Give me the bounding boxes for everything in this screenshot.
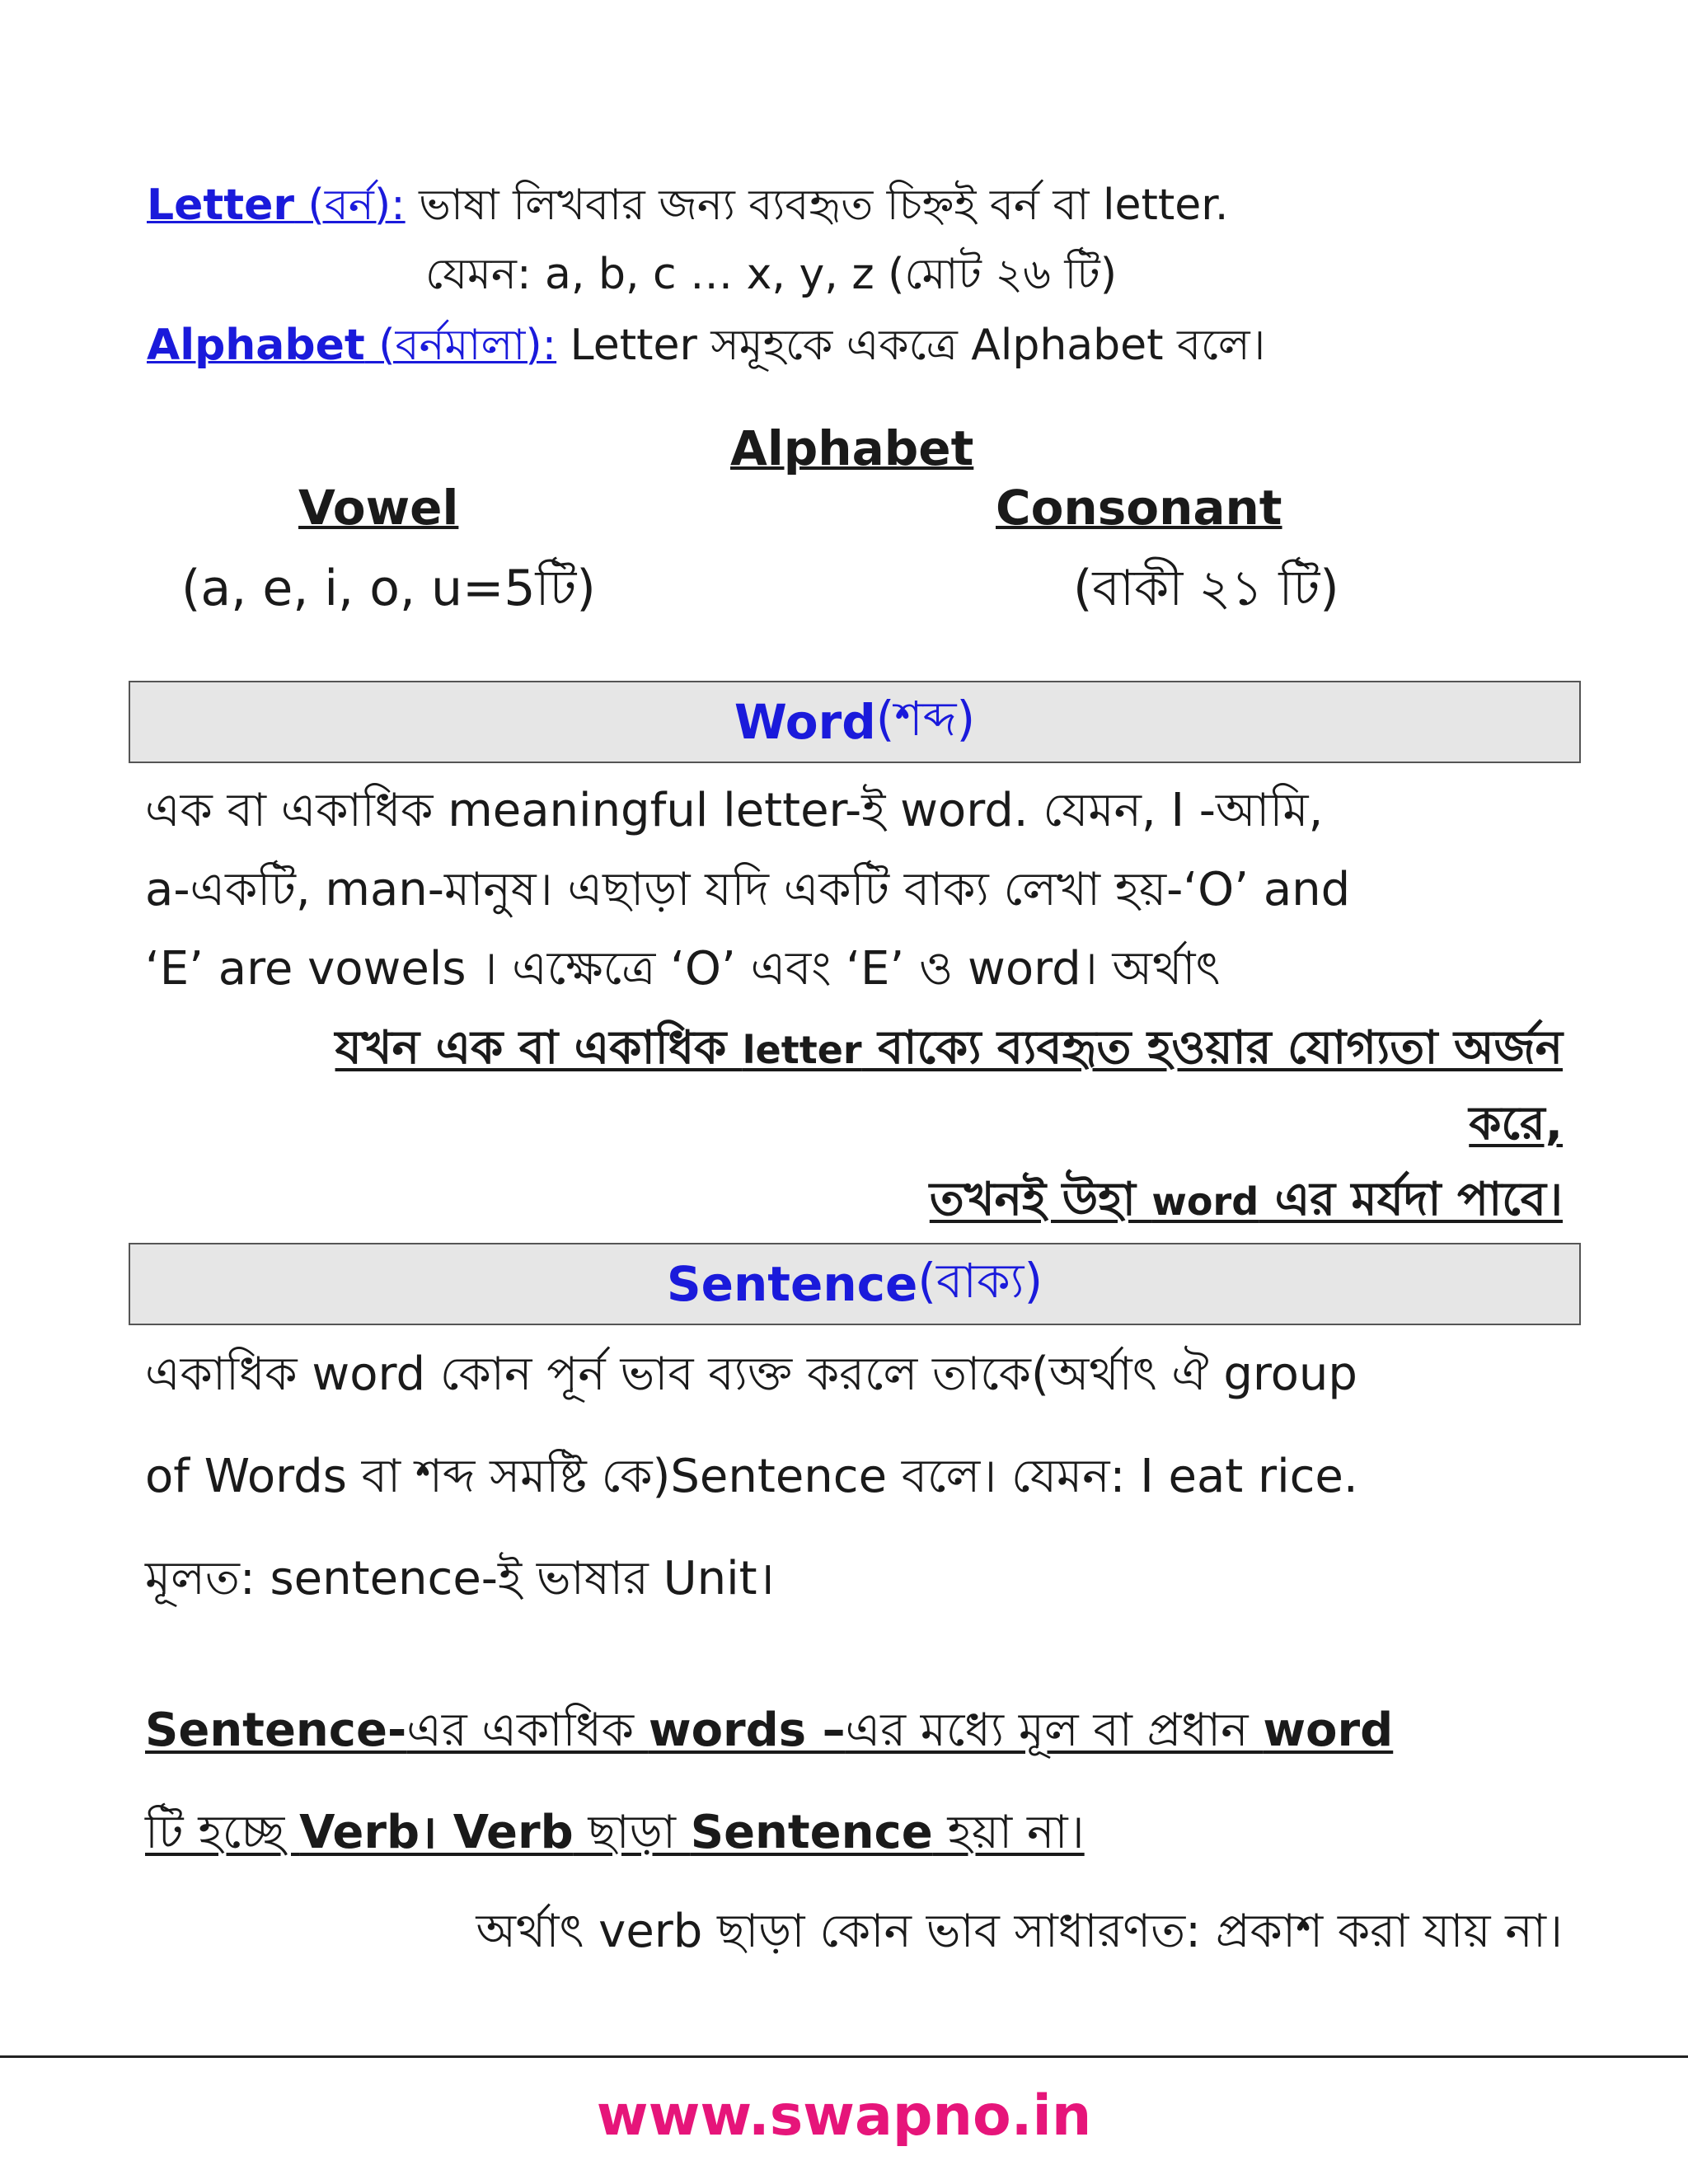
word-note-1b: letter xyxy=(742,1028,862,1072)
footer-url[interactable]: www.swapno.in xyxy=(596,2083,1092,2149)
word-note-line-2: করে, xyxy=(1469,1097,1563,1151)
sentence-final-line: অর্থাৎ verb ছাড়া কোন ভাব সাধারণত: প্রকাশ করা যায় না। xyxy=(476,1905,1563,1958)
key2-a: টি হচ্ছে xyxy=(145,1806,300,1859)
key2-c: ছাড়া xyxy=(573,1806,691,1859)
key1-e: word xyxy=(1263,1704,1394,1757)
vowel-heading: Vowel xyxy=(298,480,459,536)
word-note-3a: তখনই উহা xyxy=(929,1173,1152,1226)
letter-example: যেমন: a, b, c … x, y, z (মোট ২৬ টি) xyxy=(425,250,1117,299)
key1-c: words – xyxy=(648,1704,846,1757)
consonant-heading: Consonant xyxy=(996,480,1282,536)
word-note-3c: এর মর্যদা পাবে। xyxy=(1259,1173,1563,1226)
sentence-key-line-2 xyxy=(145,1805,1085,1860)
word-note-3b: word xyxy=(1151,1179,1259,1224)
sentence-section-header xyxy=(129,1243,1581,1325)
word-note-line-3 xyxy=(930,1172,1563,1227)
sentence-paragraph-line-2: of Words বা শব্দ সমষ্টি কে)Sentence বলে। যেমন: I eat rice. xyxy=(145,1450,1358,1503)
alphabet-heading: Alphabet xyxy=(730,420,974,476)
sentence-paragraph-line-1: একাধিক word কোন পূর্ন ভাব ব্যক্ত করলে তাকে(অর্থাৎ ঐ group xyxy=(145,1347,1357,1401)
word-paragraph-line-3: ‘E’ are vowels । এক্ষেত্রে ‘O’ এবং ‘E’ ও word। অর্থাৎ xyxy=(145,942,1221,996)
letter-definition-text: ভাষা লিখবার জন্য ব্যবহৃত চিহ্নই বর্ন বা letter. xyxy=(405,180,1229,230)
word-note-1a: যখন এক বা একাধিক xyxy=(335,1021,743,1075)
alphabet-term: Alphabet xyxy=(147,321,365,370)
sentence-header-en: Sentence xyxy=(666,1256,918,1312)
word-note-1c: বাক্যে ব্যবহৃত হওয়ার যোগ্যতা অর্জন xyxy=(861,1021,1563,1075)
sentence-header-bn: (বাক্য) xyxy=(917,1252,1043,1309)
letter-term-bn: (বর্ন): xyxy=(294,180,406,230)
word-paragraph-line-1: এক বা একাধিক meaningful letter-ই word. যেমন, I -আমি, xyxy=(145,784,1324,837)
word-note-line-1 xyxy=(335,1020,1563,1076)
key1-b: এর একাধিক xyxy=(406,1704,649,1757)
consonant-detail: (বাকী ২১ টি) xyxy=(1073,560,1339,617)
word-section-header xyxy=(129,681,1581,763)
alphabet-definition xyxy=(147,320,1265,371)
letter-definition xyxy=(147,180,1228,231)
key2-b: Verb। Verb xyxy=(299,1806,574,1859)
sentence-key-line-1 xyxy=(145,1703,1393,1758)
key2-e: হয়া না। xyxy=(932,1806,1085,1859)
word-header-bn: (শব্দ) xyxy=(875,690,976,747)
alphabet-definition-text: Letter সমূহকে একত্রে Alphabet বলে। xyxy=(556,321,1266,370)
key1-a: Sentence- xyxy=(145,1704,407,1757)
key1-d: এর মধ্যে মূল বা প্রধান xyxy=(845,1704,1264,1757)
footer-divider xyxy=(0,2055,1688,2058)
alphabet-term-bn: (বর্নমালা): xyxy=(364,321,557,370)
word-header-en: Word xyxy=(734,694,876,750)
vowel-detail: (a, e, i, o, u=5টি) xyxy=(181,560,596,617)
word-paragraph-line-2: a-একটি, man-মানুষ। এছাড়া যদি একটি বাক্য লেখা হয়-‘O’ and xyxy=(145,863,1351,916)
sentence-paragraph-line-3: মূলত: sentence-ই ভাষার Unit। xyxy=(145,1552,775,1605)
key2-d: Sentence xyxy=(690,1806,933,1859)
letter-term: Letter xyxy=(147,180,295,230)
